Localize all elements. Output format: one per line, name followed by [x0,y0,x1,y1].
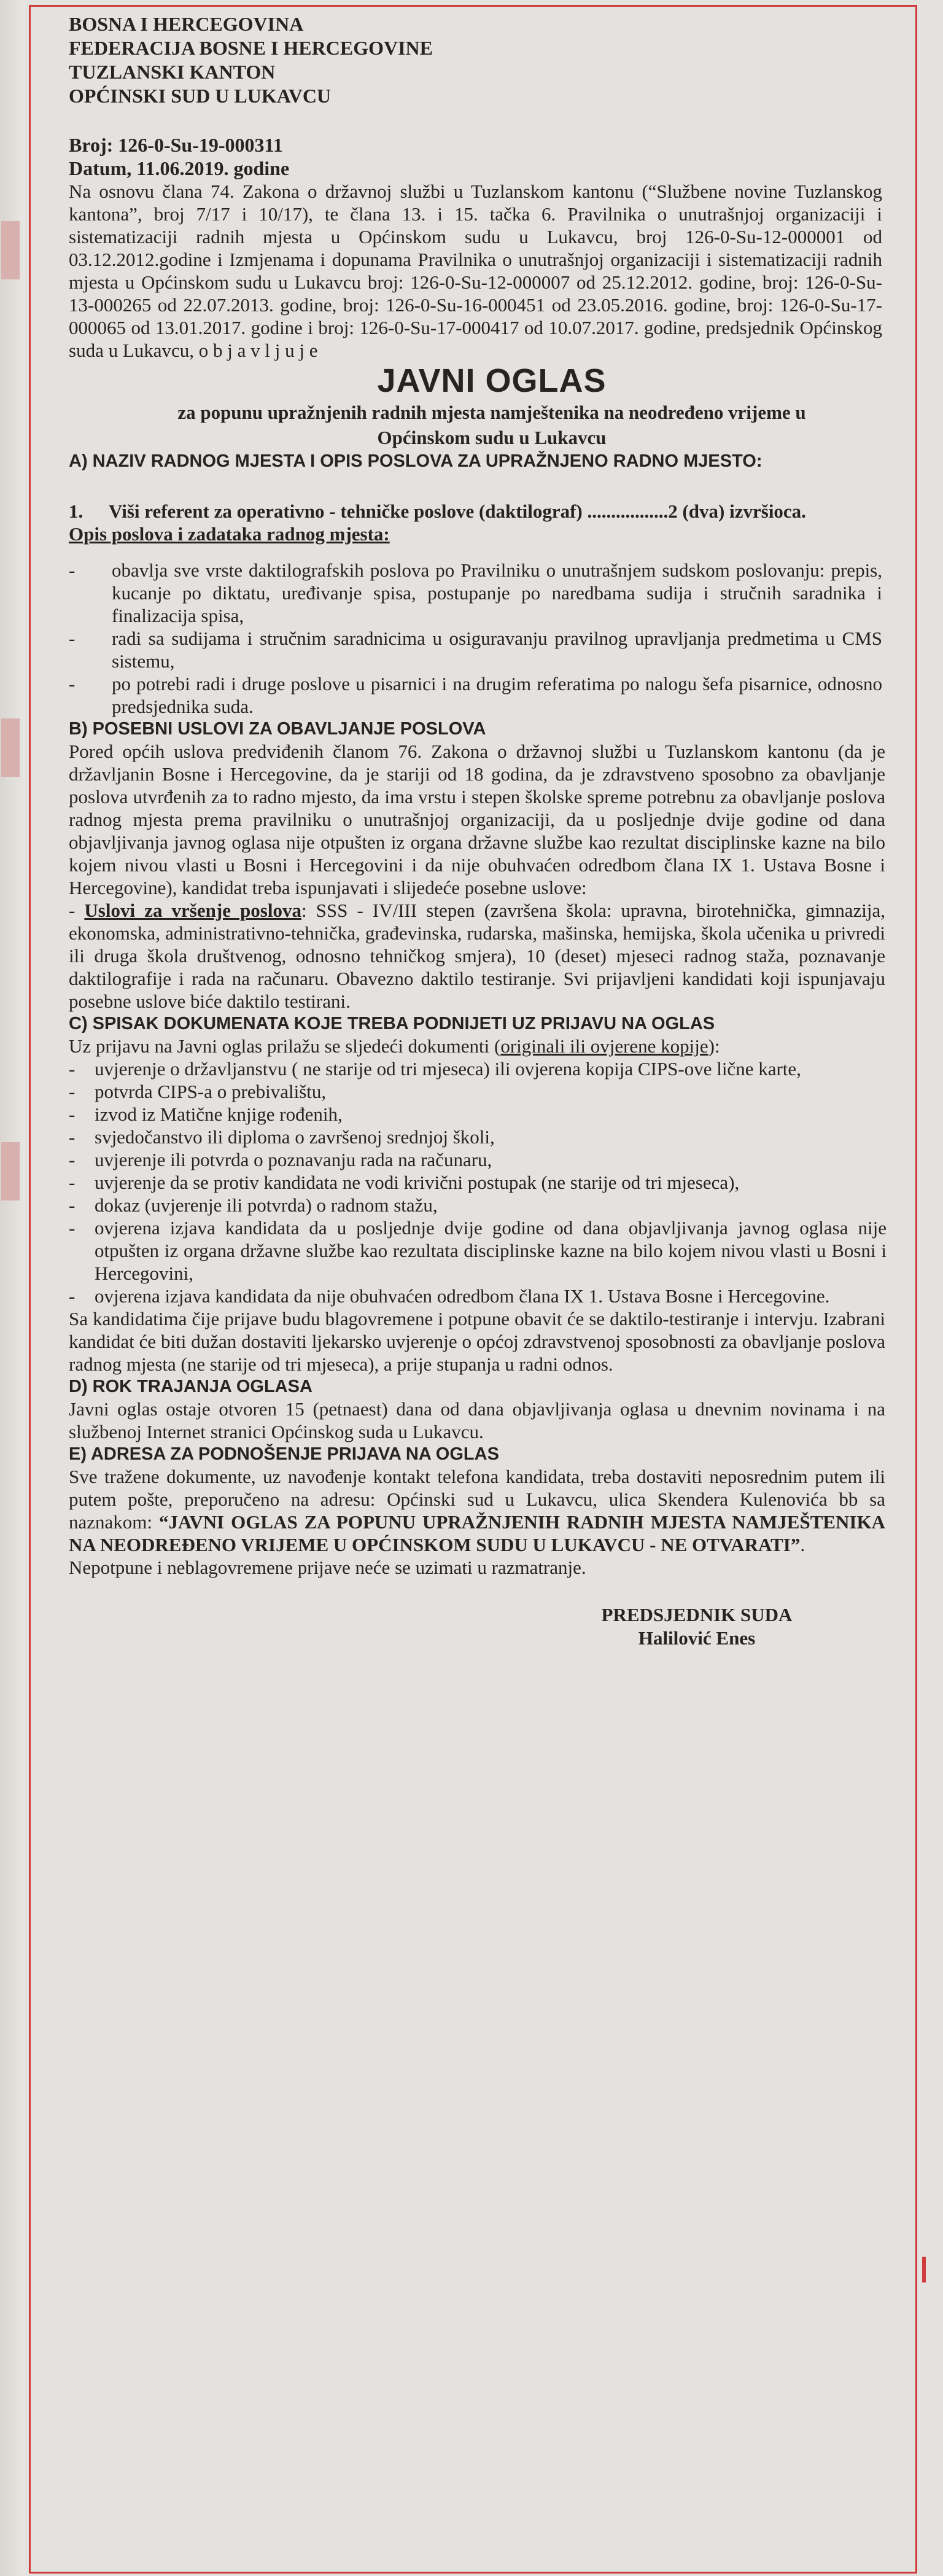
newspaper-left-margin [0,0,25,2576]
envelope-label: “JAVNI OGLAS ZA POPUNU UPRAŽNJENIH RADNIH MJESTA NAMJEŠTENIKA NA NEODREĐENO VRIJEME U OPĆINSKOM SUDU U LUKAVCU - NE OTVARATI” [69,1511,885,1555]
document-item: - izvod iz Matične knjige rođenih, [69,1103,887,1126]
position-number: 1. [69,500,83,522]
document-item: - ovjerena izjava kandidata da nije obuhvaćen odredbom člana IX 1. Ustava Bosne i Hercegovine. [69,1285,887,1307]
signature-role: PREDSJEDNIK SUDA [601,1604,793,1625]
section-c-heading: C) SPISAK DOKUMENATA KOJE TREBA PODNIJETI UZ PRIJAVU NA OGLAS [69,1014,715,1033]
header-line: OPĆINSKI SUD U LUKAVCU [69,85,332,107]
adjacent-page-fragment [1,718,20,777]
final-note: Nepotpune i neblagovremene prijave neće se uzimati u razmatranje. [69,1557,586,1578]
documents-intro-text: Uz prijavu na Javni oglas prilažu se sljedeći dokumenti ( [69,1035,501,1057]
duty-item: - obavlja sve vrste daktilografskih poslova po Pravilniku o unutrašnjem sudskom poslovanju: prepis, kucanje po diktatu, uređivanje spisa, postupanje po naredbama sudija i stručnih saradnika i finalizacija spisa, [69,559,882,627]
address-text-plain: Sve tražene dokumente, uz navođenje kontakt telefona kandidata, treba dostaviti neposrednim putem ili putem pošte, preporučeno na adresu: Općinski sud u Lukavcu, ulica Skendera Kulenovića bb sa naznakom: [69,1466,885,1533]
reference-block [69,133,915,180]
documents-intro-end: ): [708,1035,720,1057]
header-line: BOSNA I HERCEGOVINA [69,13,304,35]
testing-note: Sa kandidatima čije prijave budu blagovremene i potpune obavit će se daktilo-testiranje i intervju. Izabrani kandidat će biti dužan dostaviti ljekarsko uvjerenje o općoj zdravstvenoj sposobnosti za obavljanje poslova radnog mjesta (ne starije od tri mjeseca), a prije stupanja u radni odnos. [69,1308,885,1375]
section-b-heading: B) POSEBNI USLOVI ZA OBAVLJANJE POSLOVA [69,719,486,739]
conditions-text: : SSS - IV/III stepen (završena škola: upravna, birotehnička, gimnazija, ekonomska, administrativno-tehnička, građevinska, rudarska, mašinska, hemijska, škola učenika u privredi ili druga škola društvenog, odnosno tehničkog smjera), 10 (deset) mjeseci radnog staža, poznavanje daktilografije i rada na računaru. Obavezno daktilo testiranje. Svi prijavljeni kandidati koji ispunjavaju posebne uslove biće daktilo testirani. [69,900,886,1012]
document-item: - uvjerenje ili potvrda o poznavanju rada na računaru, [69,1148,887,1171]
legal-preamble: Na osnovu člana 74. Zakona o državnoj službi u Tuzlanskom kantonu (“Službene novine Tuzlanskog kantona”, broj 7/17 i 10/17), te člana 13. i 15. tačka 6. Pravilnika o unutrašnjoj organizaciji i sistematizaciji radnih mjesta u Općinskom sudu u Lukavcu, broj 126-0-Su-12-000001 od 03.12.2012.godine i Izmjenama i dopunama Pravilnika o unutrašnjoj organizaciji i sistematizaciji radnih mjesta u Općinskom sudu u Lukavcu broj: 126-0-Su-12-000007 od 25.12.2012. godine, broj: 126-0-Su-13-000265 od 22.07.2013. godine, broj: 126-0-Su-16-000451 od 23.05.2016. godine, broj: 126-0-Su-17-000065 od 13.01.2017. godine i broj: 126-0-Su-17-000417 od 10.07.2017. godine, predsjednik Općinskog suda u Lukavcu, o b j a v l j u j e [69,181,882,361]
documents-intro-underlined: originali ili ovjerene kopije [500,1035,708,1057]
duty-item: - radi sa sudijama i stručnim saradnicima u osiguravanju pravilnog upravljanja predmetima u CMS sistemu, [69,627,882,672]
deadline-text: Javni oglas ostaje otvoren 15 (petnaest) dana od dana objavljivanja oglasa u dnevnim novinama i na službenoj Internet stranici Općinskog suda u Lukavcu. [69,1398,885,1442]
document-item: - dokaz (uvjerenje ili potvrda) o radnom stažu, [69,1194,887,1216]
section-e-heading: E) ADRESA ZA PODNOŠENJE PRIJAVA NA OGLAS [69,1444,499,1464]
documents-list [69,1057,915,1307]
court-header [69,12,915,108]
position-item [69,500,915,523]
signature-name: Halilović Enes [638,1627,756,1649]
adjacent-page-fragment [1,221,20,279]
section-a-heading: A) NAZIV RADNOG MJESTA I OPIS POSLOVA ZA UPRAŽNJENO RADNO MJESTO: [69,451,763,471]
document-item: - uvjerenje o državljanstvu ( ne starije od tri mjeseca) ili ovjerena kopija CIPS-ove lične karte, [69,1057,887,1080]
duty-item: - po potrebi radi i druge poslove u pisarnici i na drugim referatima po nalogu šefa pisarnice, odnosno predsjednika suda. [69,672,882,718]
notice-title: JAVNI OGLAS [377,362,607,399]
document-item: - svjedočanstvo ili diploma o završenoj srednjoj školi, [69,1126,887,1148]
conditions-dash: - [69,900,76,921]
address-text [69,1465,885,1556]
signature-block [69,1603,915,1650]
document-item: - ovjerena izjava kandidata da u posljednje dvije godine od dana objavljivanja javnog oglasa nije otpušten iz organa državne službe kao rezultata disciplinske kazne na bilo kojem nivou vlasti u Bosni i Hercegovini, [69,1216,887,1285]
duties-list [69,559,915,718]
notice-subtitle: za popunu upražnjenih radnih mjesta namještenika na neodređeno vrijeme u Općinskom sudu u Lukavcu [177,402,806,448]
general-conditions-paragraph: Pored općih uslova predviđenih članom 76. Zakona o državnoj službi u Tuzlanskom kantonu (da je državljanin Bosne i Hercegovine, da je stariji od 18 godina, da je zdravstveno sposobno za obavljanje poslova utvrđenih za to radno mjesto, da ima vrstu i stepen školske spreme potrebnu za obavljanje poslova radnog mjesta prema pravilniku o unutrašnjoj organizaciji, da u posljednje dvije godine od dana objavljivanja javnog oglasa nije otpušten iz organa državne službe kao rezultat disciplinske kazne na bilo kojem nivou vlasti u Bosni i Hercegovini i da nije obuhvaćen odredbom člana IX 1. Ustava Bosne i Hercegovine), kandidat treba ispunjavati i slijedeće posebne uslove: [69,741,885,898]
special-conditions-paragraph [69,899,885,1013]
public-notice-document [69,12,915,1650]
position-title: Viši referent za operativno - tehničke poslove (daktilograf) .................2 (dva) izvršioca. [109,500,806,522]
section-d-heading: D) ROK TRAJANJA OGLASA [69,1377,312,1396]
header-line: TUZLANSKI KANTON [69,61,276,83]
reference-number: Broj: 126-0-Su-19-000311 [69,134,283,156]
document-item: - uvjerenje da se protiv kandidata ne vodi krivični postupak (ne starije od tri mjeseca), [69,1171,887,1194]
duties-heading: Opis poslova i zadataka radnog mjesta: [69,523,390,545]
adjacent-page-fragment [1,1142,20,1200]
reference-date: Datum, 11.06.2019. godine [69,157,290,179]
documents-intro [69,1035,915,1057]
address-text-end: . [800,1534,805,1555]
header-line: FEDERACIJA BOSNE I HERCEGOVINE [69,37,433,59]
conditions-label: Uslovi za vršenje poslova [84,900,301,921]
red-margin-mark [922,2257,926,2282]
document-item: - potvrda CIPS-a o prebivalištu, [69,1080,887,1103]
